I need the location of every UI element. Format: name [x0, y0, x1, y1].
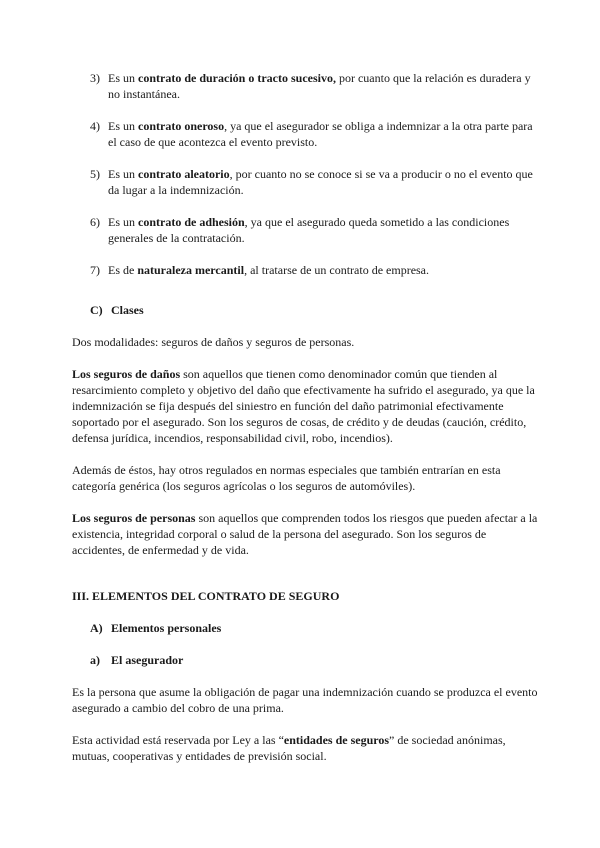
heading-label: A) — [90, 621, 103, 635]
actividad-text-pre: Esta actividad está reservada por Ley a las — [72, 733, 279, 747]
list-text-post: , por cuanto no se conoce si se va a producir o no el evento que da lugar a la indemnización. — [108, 167, 533, 197]
heading-el-asegurador — [90, 652, 542, 668]
ademas-paragraph: Además de éstos, hay otros regulados en normas especiales que también entrarían en esta categoría genérica (los seguros agrícolas o los seguros de automóviles). — [72, 463, 501, 493]
list-text-post: , ya que el asegurador se obliga a indemnizar a la otra parte para el caso de que acontezca el evento previsto. — [108, 119, 533, 149]
list-text-pre: Es un — [108, 71, 138, 85]
seguros-danos-term: Los seguros de daños — [72, 367, 181, 381]
quote-open: “ — [278, 733, 284, 747]
list-text-bold: contrato aleatorio — [138, 167, 230, 181]
actividad-text-post: de sociedad anónimas, mutuas, cooperativas y entidades de previsión social. — [72, 733, 506, 763]
heading-title: Clases — [111, 303, 144, 317]
section-title: III. ELEMENTOS DEL CONTRATO DE SEGURO — [72, 589, 340, 603]
entidades-term: entidades de seguros — [283, 733, 390, 747]
heading-label: C) — [90, 303, 103, 317]
clases-intro: Dos modalidades: seguros de daños y seguros de personas. — [72, 335, 355, 349]
list-item — [72, 166, 542, 198]
seguros-personas-text: son aquellos que comprenden todos los riesgos que pueden afectar a la existencia, integridad corporal o salud de la persona del asegurado. Son los seguros de accidentes, de enfermedad y de vida. — [72, 511, 538, 557]
heading-title: Elementos personales — [111, 621, 222, 635]
list-text-post: por cuanto que la relación es duradera y no instantánea. — [108, 71, 531, 101]
list-text-pre: Es un — [108, 215, 138, 229]
list-text-pre: Es un — [108, 119, 138, 133]
asegurador-paragraph: Es la persona que asume la obligación de pagar una indemnización cuando se produzca el evento asegurado a cambio del cobro de una prima. — [72, 685, 538, 715]
seguros-personas-term: Los seguros de personas — [72, 511, 196, 525]
seguros-danos-paragraph — [72, 366, 542, 446]
list-text-bold: contrato de duración o tracto sucesivo, — [138, 71, 336, 85]
list-item — [72, 214, 542, 246]
list-text-pre: Es un — [108, 167, 138, 181]
list-text-bold: naturaleza mercantil — [137, 263, 245, 277]
list-number: 3) — [90, 71, 100, 85]
list-number: 5) — [90, 167, 100, 181]
actividad-paragraph — [72, 732, 542, 764]
list-item — [72, 70, 542, 102]
seguros-danos-text: son aquellos que tienen como denominador común que tienden al resarcimiento completo y objetivo del daño que efectivamente ha sufrido el asegurado, ya que la indemnización se fija después del siniestro en función del daño patrimonial efectivamente soportado por el asegurado. Son los seguros de cosas, de crédito y de deudas (caución, crédito, defensa jurídica, incendios, responsabilidad civil, robo, incendios). — [72, 367, 535, 445]
list-text-bold: contrato de adhesión — [138, 215, 245, 229]
characteristics-list — [72, 70, 542, 278]
heading-clases — [90, 302, 542, 318]
seguros-personas-paragraph — [72, 510, 542, 558]
heading-label: a) — [90, 653, 100, 667]
list-item — [72, 118, 542, 150]
heading-elementos-personales — [90, 620, 542, 636]
list-number: 4) — [90, 119, 100, 133]
list-item — [72, 262, 542, 278]
list-text-post: , ya que el asegurado queda sometido a las condiciones generales de la contratación. — [108, 215, 510, 245]
list-number: 6) — [90, 215, 100, 229]
heading-title: El asegurador — [111, 653, 184, 667]
list-text-pre: Es de — [108, 263, 138, 277]
quote-close: ” — [389, 733, 395, 747]
list-text-post: , al tratarse de un contrato de empresa. — [244, 263, 430, 277]
list-text-bold: contrato oneroso — [138, 119, 225, 133]
list-number: 7) — [90, 263, 100, 277]
